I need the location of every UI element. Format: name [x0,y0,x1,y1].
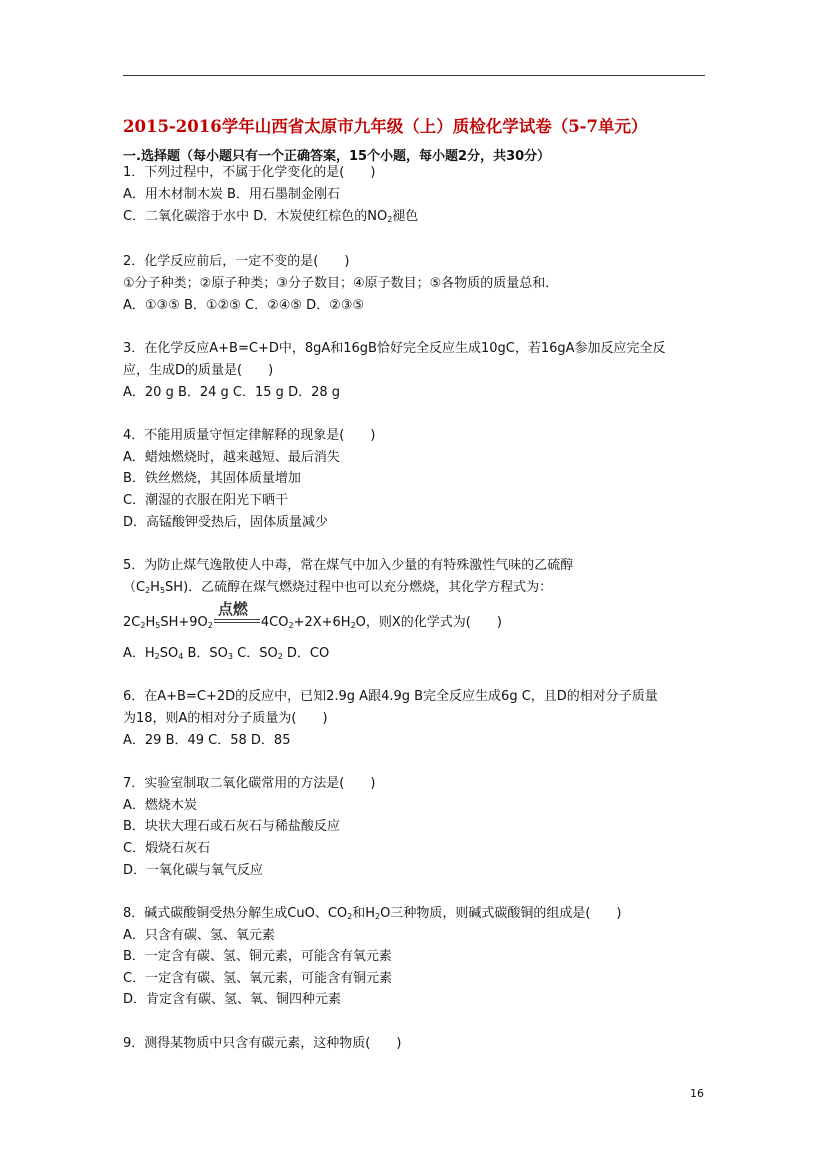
q6-options: A．29 B．49 C．58 D．85 [123,733,291,748]
q7-option-c: C．煅烧石灰石 [123,841,211,856]
q8-option-d: D．肯定含有碳、氢、氧、铜四种元素 [123,992,342,1007]
section-heading: 一.选择题（每小题只有一个正确答案，15个小题，每小题2分，共30分） [123,149,551,164]
q7-option-a: A．燃烧木炭 [123,798,197,813]
q2-options: A．①③⑤ B．①②⑤ C．②④⑤ D．②③⑤ [123,298,365,313]
q2-items: ①分子种类；②原子种类；③分子数目；④原子数目；⑤各物质的质量总和． [123,276,559,291]
q5-options: A．$H_2SO_4$ B．$SO_3$ C．$SO_2$ D．CO [123,646,330,661]
q2-stem: 2．化学反应前后，一定不变的是( ) [123,254,350,269]
q4-stem: 4．不能用质量守恒定律解释的现象是( ) [123,428,376,443]
q4-option-a: A．蜡烛燃烧时，越来越短、最后消失 [123,450,340,465]
q1-options-ab: A．用木材制木炭 B．用石墨制金刚石 [123,187,340,202]
q6-stem-line2: 为18，则A的相对分子质量为( ) [123,711,328,726]
q4-option-d: D．高锰酸钾受热后，固体质量减少 [123,515,329,530]
q1-stem: 1．下列过程中，不属于化学变化的是( ) [123,165,376,180]
q5-equation: $2C_2H_5SH+9O_2$ 点燃 $4CO_2+2X+6H_2O$，则X的化学式为( ) [123,600,502,630]
q8-option-c: C．一定含有碳、氢、氧元素，可能含有铜元素 [123,971,393,986]
q8-option-a: A．只含有碳、氢、氧元素 [123,928,275,943]
q6-stem-line1: 6．在A+B=C+2D的反应中，已知2.9g A跟4.9g B完全反应生成6g C，且D的相对分子质量 [123,689,658,704]
q4-option-c: C．潮湿的衣服在阳光下晒干 [123,493,289,508]
reaction-arrow [214,600,260,629]
q1-options-cd: C．二氧化碳溶于水中 D．木炭使红棕色的$NO_2$褪色 [123,209,419,224]
q5-stem-line2: $(C_2H_5SH)$．乙硫醇在煤气燃烧过程中也可以充分燃烧，其化学方程式为： [123,580,553,595]
q4-option-b: B．铁丝燃烧，其固体质量增加 [123,471,301,486]
q7-option-b: B．块状大理石或石灰石与稀盐酸反应 [123,819,340,834]
header-rule [123,75,705,76]
exam-title: 2015-2016学年山西省太原市九年级（上）质检化学试卷（5-7单元） [123,117,648,136]
q5-stem-line1: 5．为防止煤气逸散使人中毒，常在煤气中加入少量的有特殊激性气味的乙硫醇 [123,558,574,573]
reaction-condition: 点燃 [217,600,248,618]
q8-stem: 8．碱式碳酸铜受热分解生成CuO、$CO_2$和$H_2O$三种物质，则碱式碳酸铜的组成是( ) [123,906,622,921]
q8-option-b: B．一定含有碳、氢、铜元素，可能含有氧元素 [123,949,392,964]
q7-option-d: D．一氧化碳与氧气反应 [123,863,264,878]
page-number: 16 [690,1087,704,1100]
q3-stem-line1: 3．在化学反应A+B=C+D中，8gA和16gB恰好完全反应生成10gC，若16gA参加反应完全反 [123,341,666,356]
q7-stem: 7．实验室制取二氧化碳常用的方法是( ) [123,776,376,791]
q9-stem: 9．测得某物质中只含有碳元素，这种物质( ) [123,1036,402,1051]
q3-stem-line2: 应，生成D的质量是( ) [123,363,274,378]
q3-options: A．20 g B．24 g C．15 g D．28 g [123,385,341,400]
